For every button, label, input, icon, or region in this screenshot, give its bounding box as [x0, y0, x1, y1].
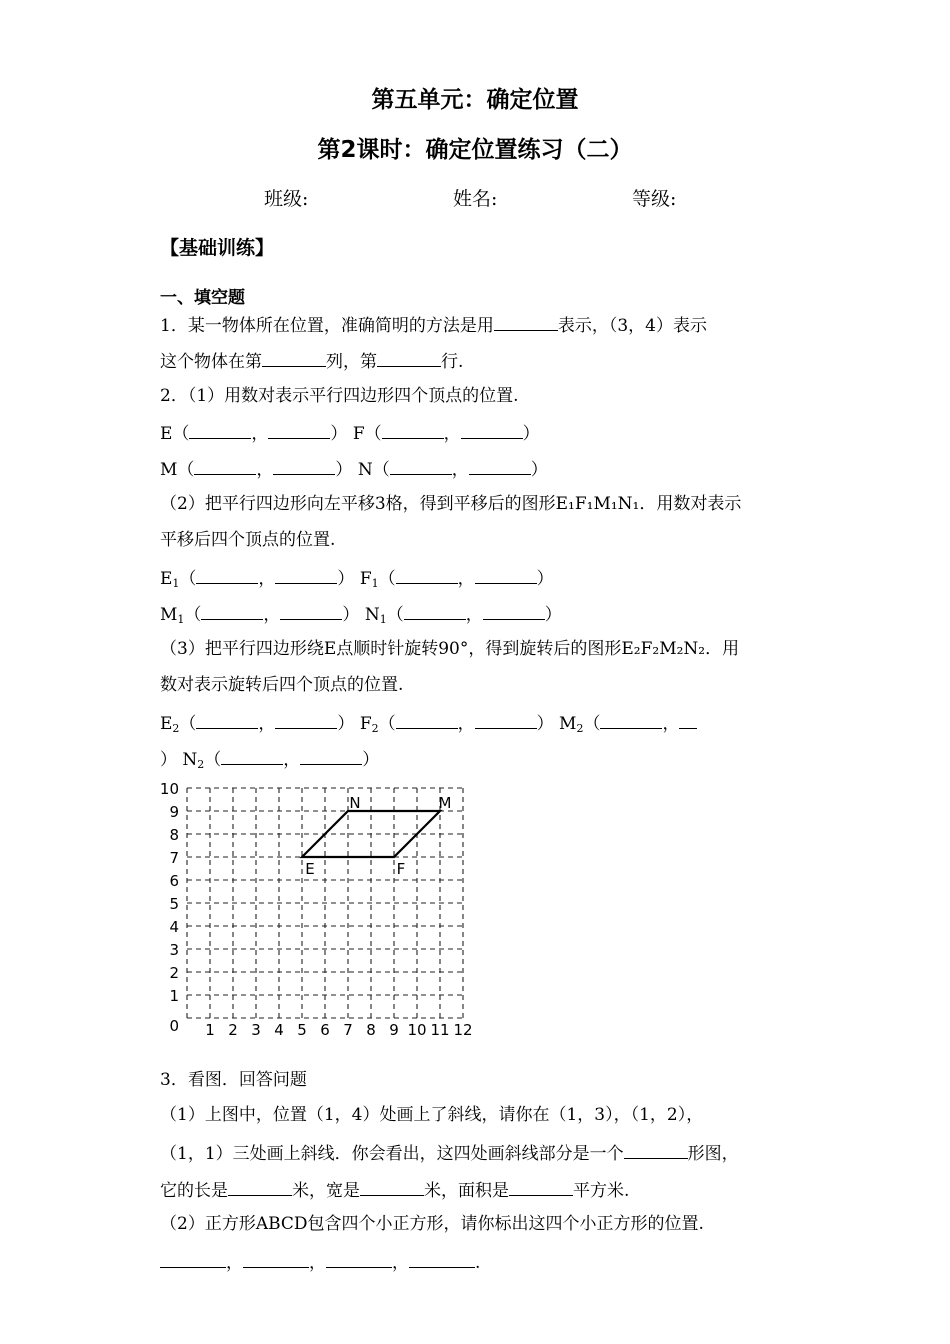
part-title: 一、填空题 [160, 288, 245, 308]
answer-blank[interactable] [679, 712, 697, 729]
q2-row-ef: E（ ， ） F（ ， ） [160, 424, 540, 444]
x-tick-label: 1 [205, 1021, 215, 1039]
q2-part3-line1: （3）把平行四边形绕E点顺时针旋转90°，得到旋转后的图形E₂F₂M₂N₂．用 [160, 639, 740, 659]
answer-blank[interactable] [360, 1179, 424, 1196]
x-tick-label: 9 [389, 1021, 399, 1039]
vertex-label: E [305, 860, 315, 878]
q2-intro: 2．（1）用数对表示平行四边形四个顶点的位置. [160, 386, 519, 406]
answer-blank[interactable] [221, 748, 283, 765]
parallelogram-efmn [302, 811, 440, 857]
answer-blank[interactable] [275, 567, 337, 584]
answer-blank[interactable] [280, 603, 342, 620]
y-tick-label: 3 [169, 941, 179, 959]
answer-blank[interactable] [273, 458, 335, 475]
answer-blank[interactable] [243, 1251, 309, 1268]
answer-blank[interactable] [396, 567, 458, 584]
answer-blank[interactable] [404, 603, 466, 620]
answer-blank[interactable] [326, 1251, 392, 1268]
x-tick-label: 7 [343, 1021, 353, 1039]
vertex-labels [305, 794, 451, 878]
x-tick-label: 2 [228, 1021, 238, 1039]
q2-row-m1n1: $M_1$（ ， ） $N_1$（ ， ） [160, 605, 562, 626]
lesson-subtitle: 第2课时：确定位置练习（二） [317, 137, 633, 163]
x-tick-label: 12 [453, 1021, 473, 1039]
vertex-label: N [349, 794, 361, 812]
answer-blank[interactable] [196, 712, 258, 729]
y-axis-ticks [160, 780, 179, 1035]
x-tick-label: 6 [320, 1021, 330, 1039]
answer-blank[interactable] [396, 712, 458, 729]
answer-blank[interactable] [262, 350, 326, 367]
q1-line2: 这个物体在第 列，第 行. [160, 352, 464, 372]
x-tick-label: 4 [274, 1021, 284, 1039]
y-tick-label: 10 [159, 780, 179, 798]
x-tick-label: 3 [251, 1021, 261, 1039]
answer-blank[interactable] [600, 712, 662, 729]
q2-row-mn: M（ ， ） N（ ， ） [160, 460, 548, 480]
x-tick-label: 10 [407, 1021, 427, 1039]
answer-blank[interactable] [390, 458, 452, 475]
vertex-label: F [396, 860, 406, 878]
answer-blank[interactable] [377, 350, 441, 367]
q2-row-n2: ） $N_2$（ ， ） [160, 750, 380, 771]
answer-blank[interactable] [275, 712, 337, 729]
answer-blank[interactable] [624, 1142, 688, 1159]
answer-blank[interactable] [509, 1179, 573, 1196]
y-tick-label: 8 [169, 826, 179, 844]
q3-intro: 3．看图．回答问题 [160, 1070, 307, 1090]
grade-label: 等级: [632, 188, 677, 210]
answer-blank[interactable] [228, 1179, 292, 1196]
q3-part1-line1: （1）上图中，位置（1，4）处画上了斜线，请你在（1，3），（1，2）， [160, 1105, 704, 1125]
answer-blank[interactable] [268, 422, 330, 439]
answer-blank[interactable] [382, 422, 444, 439]
answer-blank[interactable] [300, 748, 362, 765]
y-tick-label: 4 [169, 918, 179, 936]
answer-blank[interactable] [461, 422, 523, 439]
x-tick-label: 5 [297, 1021, 307, 1039]
answer-blank[interactable] [194, 458, 256, 475]
answer-blank[interactable] [201, 603, 263, 620]
q2-row-e1f1: $E_1$（ ， ） $F_1$（ ， ） [160, 569, 554, 590]
name-label: 姓名: [453, 188, 498, 210]
grid-lines [187, 788, 463, 1018]
x-axis-ticks [205, 1021, 472, 1039]
y-tick-label: 2 [169, 964, 179, 982]
q3-part2-answers: ， ， ， . [160, 1251, 480, 1273]
answer-blank[interactable] [189, 422, 251, 439]
y-tick-label: 1 [169, 987, 179, 1005]
q3-part1-line3: 它的长是 米，宽是 米，面积是 平方米. [160, 1181, 630, 1201]
y-tick-label: 6 [169, 872, 179, 890]
y-tick-label: 7 [169, 849, 179, 867]
answer-blank[interactable] [409, 1251, 475, 1268]
q3-part1-line2: （1，1）三处画上斜线．你会看出，这四处画斜线部分是一个 形图， [160, 1144, 739, 1164]
page-title: 第五单元：确定位置 [371, 87, 579, 113]
answer-blank[interactable] [475, 712, 537, 729]
answer-blank[interactable] [160, 1251, 226, 1268]
class-label: 班级: [264, 188, 309, 210]
q1-line1: 1．某一物体所在位置，准确简明的方法是用 表示，（3，4）表示 [160, 316, 707, 336]
answer-blank[interactable] [196, 567, 258, 584]
y-tick-label: 9 [169, 803, 179, 821]
vertex-label: M [438, 794, 452, 812]
answer-blank[interactable] [494, 314, 558, 331]
y-tick-label: 0 [169, 1017, 179, 1035]
x-tick-label: 8 [366, 1021, 376, 1039]
answer-blank[interactable] [469, 458, 531, 475]
answer-blank[interactable] [483, 603, 545, 620]
y-tick-label: 5 [169, 895, 179, 913]
x-tick-label: 11 [430, 1021, 450, 1039]
q2-row-e2f2m2: $E_2$（ ， ） $F_2$（ ， ） $M_2$（ ， [160, 712, 697, 739]
answer-blank[interactable] [475, 567, 537, 584]
q2-part2-line1: （2）把平行四边形向左平移3格，得到平移后的图形E₁F₁M₁N₁．用数对表示 [160, 494, 742, 514]
q2-part2-line2: 平移后四个顶点的位置. [160, 530, 336, 550]
section-title: 【基础训练】 [160, 237, 275, 259]
q2-part3-line2: 数对表示旋转后四个顶点的位置. [160, 675, 404, 695]
q3-part2-line1: （2）正方形ABCD包含四个小正方形，请你标出这四个小正方形的位置. [160, 1214, 704, 1234]
